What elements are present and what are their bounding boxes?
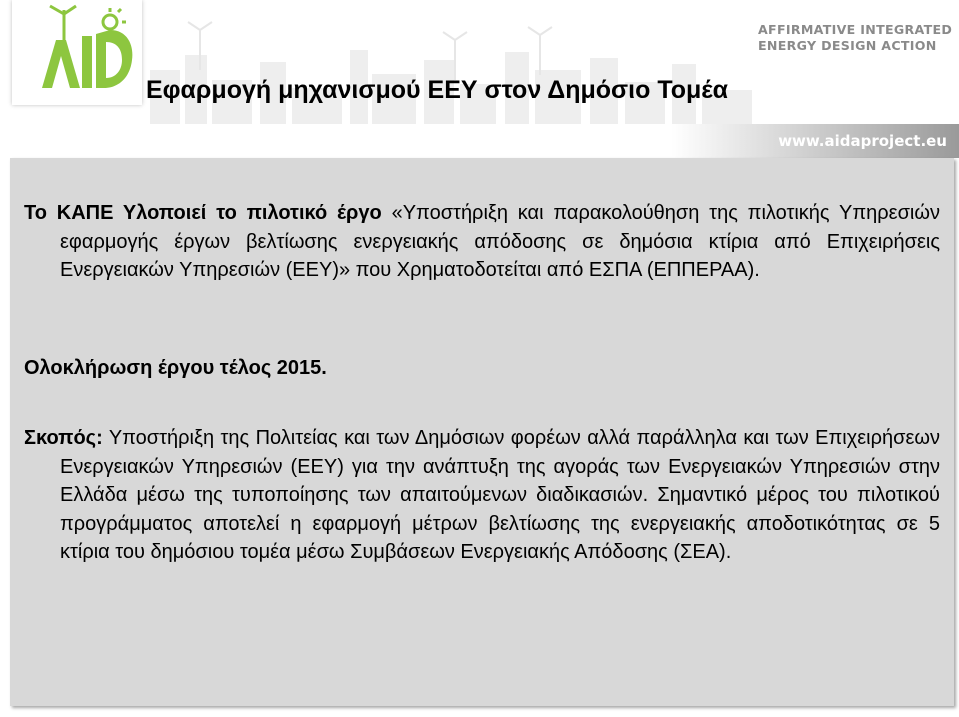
aida-logo xyxy=(12,0,142,105)
completion-paragraph xyxy=(24,354,940,383)
brand-line-2: ENERGY DESIGN ACTION xyxy=(758,38,937,53)
completion-text: Ολοκλήρωση έργου τέλος 2015. xyxy=(24,357,327,379)
content-panel xyxy=(10,158,954,706)
page-title: Εφαρμογή μηχανισμού ΕΕΥ στον Δημόσιο Τομέα xyxy=(146,76,728,104)
purpose-label: Σκοπός: xyxy=(24,427,103,449)
project-url: www.aidaproject.eu xyxy=(778,132,947,150)
aida-logo-icon xyxy=(12,0,142,105)
purpose-paragraph xyxy=(24,424,940,567)
intro-bold: Το ΚΑΠΕ Υλοποιεί το πιλοτικό έργο xyxy=(24,202,382,224)
slide-header xyxy=(0,0,959,158)
intro-text xyxy=(24,199,940,285)
brand-line-1: AFFIRMATIVE INTEGRATED xyxy=(758,22,953,37)
purpose-text xyxy=(24,424,940,567)
intro-body: «Υποστήριξη και παρακολούθηση της πιλοτικής Υπηρεσιών εφαρμογής έργων βελτίωσης ενεργειακής απόδοσης σε δημόσια κτίρια από Επιχειρήσεις Ενεργειακών Υπηρεσιών (ΕΕΥ)» που Χρηματοδοτείται από ΕΣΠΑ (ΕΠΠΕΡΑΑ). xyxy=(60,202,940,281)
purpose-body: Υποστήριξη της Πολιτείας και των Δημόσιων φορέων αλλά παράλληλα και των Επιχειρήσεων Ενεργειακών Υπηρεσιών (ΕΕΥ) για την ανάπτυξη της αγοράς των Ενεργειακών Υπηρεσιών στην Ελλάδα μέσω της τυποποίησης των απαιτούμενων διαδικασιών. Σημαντικό μέρος του πιλοτικού προγράμματος αποτελεί η εφαρμογή μέτρων βελτίωσης της ενεργειακής αποδοτικότητας σε 5 κτίρια του δημόσιου τομέα μέσω Συμβάσεων Ενεργειακής Απόδοσης (ΣΕΑ). xyxy=(60,427,940,563)
brand-tagline xyxy=(758,22,953,54)
intro-paragraph xyxy=(24,199,940,285)
url-strip xyxy=(0,124,959,158)
